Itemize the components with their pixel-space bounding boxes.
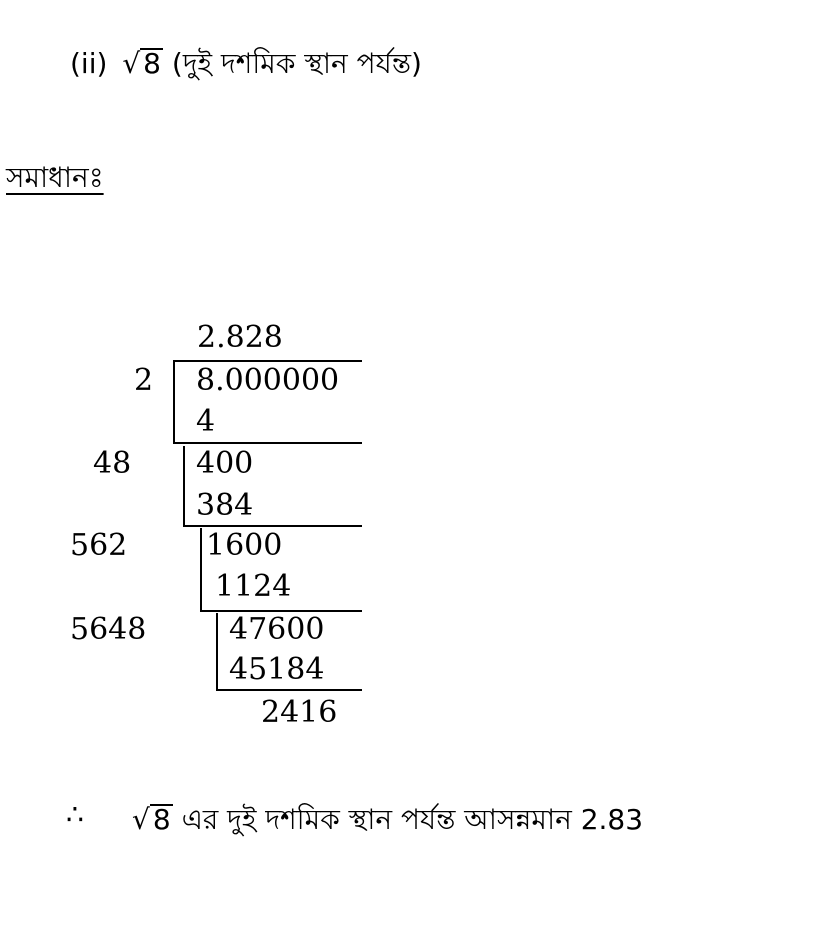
divisor-2: 48 [93, 446, 132, 481]
radicand: 8 [140, 48, 163, 78]
conclusion-line [132, 798, 643, 845]
dividend-3: 1600 [206, 528, 283, 563]
conclusion-text: এর দুই দশমিক স্থান পর্যন্ত আসন্নমান 2.83 [181, 803, 644, 836]
therefore-symbol: ∴ [66, 798, 84, 831]
conclusion-radical-sign: √ [132, 803, 150, 836]
dividend-4: 47600 [229, 612, 325, 647]
question-text: (দুই দশমিক স্থান পর্যন্ত) [171, 47, 422, 80]
subtraction-line-4 [216, 689, 362, 691]
subtract-2: 384 [196, 488, 254, 523]
subtraction-line-2 [183, 525, 362, 527]
division-bracket-1 [173, 360, 175, 444]
solution-heading: সমাধানঃ [6, 161, 104, 194]
division-bracket-3 [200, 528, 202, 612]
question-number: (ii) [70, 47, 108, 80]
divisor-3: 562 [70, 528, 128, 563]
divisor-1: 2 [134, 363, 154, 398]
dividend-1: 8.000000 [196, 363, 340, 398]
radical-sign: √ [122, 47, 141, 80]
question-line [70, 42, 422, 89]
division-bar [173, 360, 362, 362]
subtraction-line-1 [173, 442, 362, 444]
division-bracket-4 [216, 613, 218, 691]
square-root-expression [122, 47, 163, 80]
quotient: 2.828 [197, 320, 283, 355]
remainder: 2416 [261, 695, 338, 730]
subtract-1: 4 [196, 404, 216, 439]
subtract-4: 45184 [229, 652, 325, 687]
dividend-2: 400 [196, 446, 254, 481]
conclusion-radicand: 8 [150, 804, 173, 834]
division-bracket-2 [183, 446, 185, 526]
divisor-4: 5648 [70, 612, 147, 647]
subtract-3: 1124 [215, 569, 292, 604]
conclusion-square-root [132, 803, 173, 836]
